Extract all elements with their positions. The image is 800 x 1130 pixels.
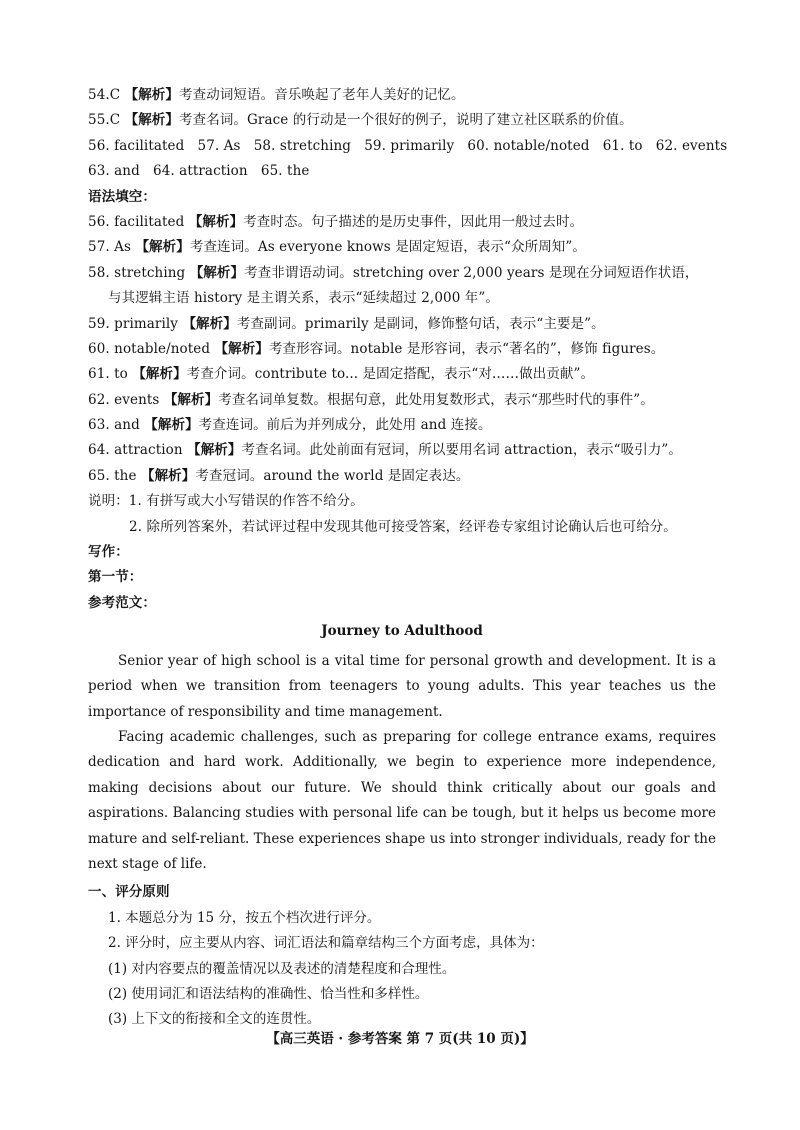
grammar-explanation: 考查时态。句子描述的是历史事件，因此用一般过去时。 [243, 213, 584, 230]
analysis-tag: 【解析】 [214, 340, 269, 357]
grammar-number: 56. facilitated [88, 213, 185, 230]
grammar-explanation: 考查副词。primarily 是副词，修饰整句话，表示“主要是”。 [236, 315, 605, 332]
essay-title: Journey to Adulthood [321, 622, 483, 639]
analysis-tag: 【解析】 [135, 239, 190, 256]
answer-number: 54.C [88, 87, 121, 103]
writing-section: 第一节： [88, 569, 143, 586]
answer-explanation: 考查动词短语。音乐唤起了老年人美好的记忆。 [179, 87, 465, 103]
analysis-tag: 【解析】 [140, 467, 196, 484]
grammar-number: 58. stretching [88, 264, 186, 281]
sample-label: 参考范文： [88, 594, 156, 611]
grammar-item [88, 315, 716, 333]
grammar-item [88, 264, 716, 282]
criteria-item: (2) 使用词汇和语法结构的准确性、恰当性和多样性。 [108, 986, 429, 1003]
grammar-explanation: 考查连词。As everyone knows 是固定短语，表示“众所周知”。 [189, 239, 586, 256]
essay-paragraph: Facing academic challenges, such as preparing for college entrance exams, requires dedication and hard work. Additionally, we begin to experience more independence, making decisions about our future. We should think critically about our goals and aspirations. Balancing studies with personal life can be tough, but it helps us become more mature and self-reliant. These experiences shape us into stronger individuals, ready for the next stage of life. [88, 729, 716, 873]
grammar-number: 65. the [88, 467, 137, 484]
criteria-item: 1. 本题总分为 15 分，按五个档次进行评分。 [108, 909, 381, 926]
notes-line1: 说明：1. 有拼写或大小写错误的作答不给分。 [88, 493, 364, 510]
answer-list-line1: 56. facilitated 57. As 58. stretching 59. primarily 60. notable/noted 61. to 62. events [88, 137, 728, 154]
essay-body [88, 649, 716, 878]
grammar-item [88, 391, 716, 409]
grammar-item [88, 213, 716, 231]
grammar-explanation: 考查名词。此处前面有冠词，所以要用名词 attraction，表示“吸引力”。 [241, 442, 683, 459]
answer-54 [88, 86, 716, 104]
grammar-explanation: 与其逻辑主语 history 是主谓关系，表示“延续超过 2,000 年”。 [108, 290, 499, 307]
grammar-item [88, 238, 716, 256]
grammar-explanation: 考查冠词。around the world 是固定表达。 [195, 467, 470, 484]
answer-number: 55.C [88, 112, 121, 129]
analysis-tag: 【解析】 [187, 442, 242, 459]
notes-line2: 2. 除所列答案外，若试评过程中发现其他可接受答案，经评卷专家组讨论确认后也可给分。 [129, 518, 677, 535]
answer-explanation: 考查名词。Grace 的行动是一个很好的例子，说明了建立社区联系的价值。 [179, 112, 633, 129]
essay-paragraph: Senior year of high school is a vital time for personal growth and development. It is a period when we transition from teenagers to young adults. This year teaches us the importance of responsibility and time management. [88, 652, 716, 720]
answer-list-line2: 63. and 64. attraction 65. the [88, 163, 310, 180]
grammar-number: 61. to [88, 366, 128, 383]
grammar-number: 63. and [88, 417, 140, 434]
answer-55 [88, 111, 716, 129]
analysis-tag: 【解析】 [124, 87, 180, 103]
writing-heading: 写作： [88, 544, 129, 561]
analysis-tag: 【解析】 [163, 391, 219, 408]
content [88, 86, 728, 1036]
grammar-explanation: 考查非谓语动词。stretching over 2,000 years 是现在分词短语作状语， [244, 264, 699, 281]
grammar-item-continuation [88, 289, 716, 307]
grammar-explanation: 考查名词单复数。根据句意，此处用复数形式，表示“那些时代的事件”。 [218, 391, 654, 408]
analysis-tag: 【解析】 [124, 112, 180, 129]
grammar-item [88, 365, 716, 383]
criteria-item: (3) 上下文的衔接和全文的连贯性。 [108, 1011, 321, 1028]
grammar-number: 64. attraction [88, 442, 183, 459]
grammar-heading: 语法填空： [88, 188, 156, 205]
grammar-number: 57. As [88, 239, 132, 256]
grammar-explanation: 考查介词。contribute to... 是固定搭配，表示“对……做出贡献”。 [186, 366, 595, 383]
criteria-heading: 一、评分原则 [88, 884, 170, 901]
grammar-item [88, 416, 716, 434]
analysis-tag: 【解析】 [182, 315, 237, 332]
grammar-number: 62. events [88, 391, 160, 408]
grammar-explanation: 考查形容词。notable 是形容词，表示“著名的”，修饰 figures。 [268, 340, 665, 357]
grammar-number: 59. primarily [88, 315, 179, 332]
analysis-tag: 【解析】 [189, 264, 245, 281]
grammar-number: 60. notable/noted [88, 340, 211, 357]
page-footer: 【高三英语 · 参考答案 第 7 页(共 10 页)】 [266, 1031, 534, 1047]
criteria-item: (1) 对内容要点的覆盖情况以及表述的清楚程度和合理性。 [108, 960, 456, 977]
analysis-tag: 【解析】 [132, 366, 187, 383]
analysis-tag: 【解析】 [188, 213, 244, 230]
grammar-explanation: 考查连词。前后为并列成分，此处用 and 连接。 [198, 417, 492, 434]
grammar-item [88, 467, 716, 485]
grammar-item [88, 441, 716, 459]
criteria-item: 2. 评分时，应主要从内容、词汇语法和篇章结构三个方面考虑，具体为： [108, 935, 544, 952]
grammar-item [88, 340, 716, 358]
analysis-tag: 【解析】 [144, 417, 199, 434]
